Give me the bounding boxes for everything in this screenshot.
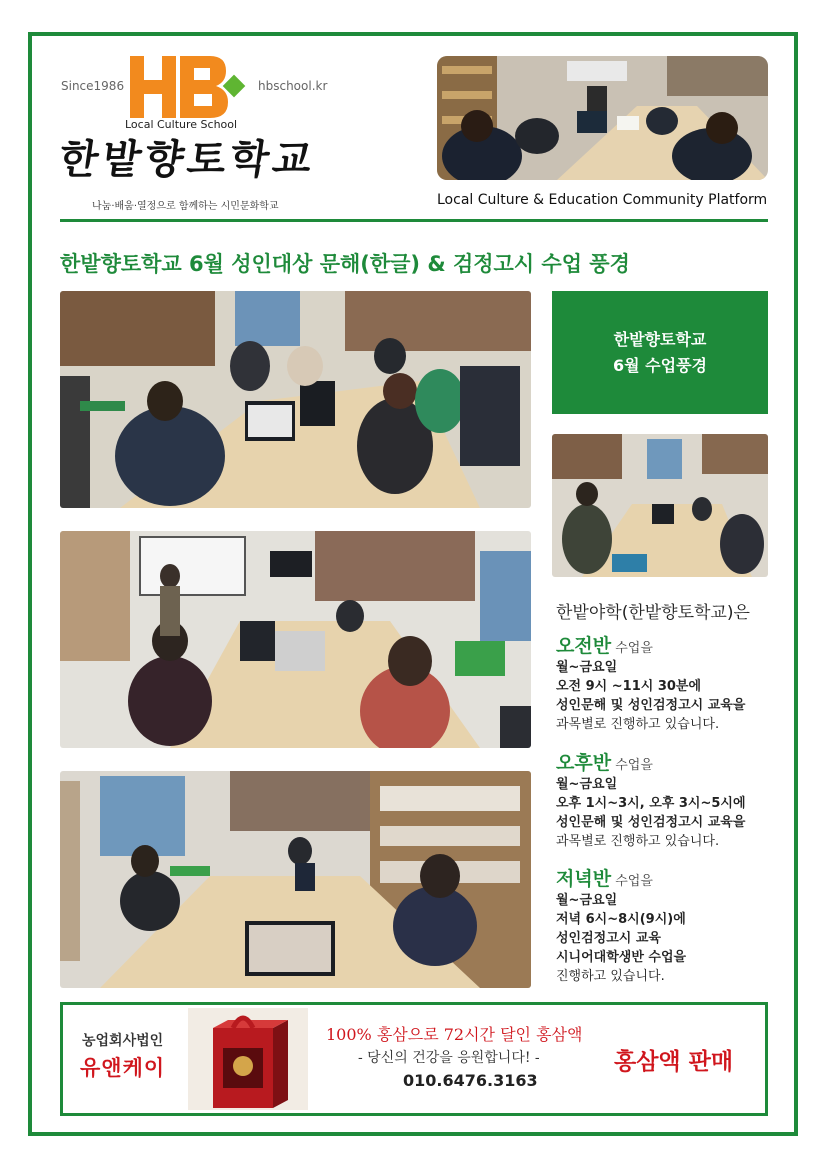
class-tail: 과목별로 진행하고 있습니다. xyxy=(556,717,720,732)
classroom-photo-2 xyxy=(60,531,531,748)
class-name: 오후반 xyxy=(556,752,612,774)
class-name: 저녁반 xyxy=(556,868,612,890)
feature-line-1: 한밭향토학교 xyxy=(613,329,707,349)
hb-logo-icon xyxy=(130,56,176,118)
class-tail: 과목별로 진행하고 있습니다. xyxy=(556,834,720,849)
since-label: Since1986 xyxy=(61,79,125,93)
class-time: 오후 1시~3시, 오후 3시~5시에 xyxy=(556,796,746,811)
class-time: 저녁 6시~8시(9시)에 xyxy=(556,912,686,927)
class-subject: 성인검정고시 교육 xyxy=(556,931,661,946)
ad-headline: 100% 홍삼으로 72시간 달인 홍삼액 xyxy=(326,1025,583,1044)
ad-sale-label: 홍삼액 판매 xyxy=(614,1049,734,1075)
class-subject-2: 시니어대학생반 수업을 xyxy=(556,950,687,965)
class-suffix: 수업을 xyxy=(615,641,653,656)
red-ginseng-box-image xyxy=(188,1008,308,1110)
classroom-photo-1 xyxy=(60,291,531,508)
platform-tagline: Local Culture & Education Community Platform xyxy=(437,192,768,208)
class-tail: 진행하고 있습니다. xyxy=(556,969,665,984)
header-classroom-photo xyxy=(437,56,768,180)
class-morning xyxy=(556,637,776,734)
ad-subline: - 당신의 건강을 응원합니다! - xyxy=(358,1050,540,1066)
logo-subtitle: Local Culture School xyxy=(125,118,238,131)
hb-logo-b-icon xyxy=(180,56,230,118)
feature-line-2: 6월 수업풍경 xyxy=(613,355,707,375)
site-url: hbschool.kr xyxy=(258,79,328,93)
class-name: 오전반 xyxy=(556,635,612,657)
class-subject: 성인문해 및 성인검정고시 교육을 xyxy=(556,698,746,713)
ad-corp-label: 농업회사법인 xyxy=(82,1033,164,1049)
slogan: 나눔·배움·열정으로 함께하는 시민문화학교 xyxy=(92,201,279,212)
class-subject: 성인문해 및 성인검정고시 교육을 xyxy=(556,815,746,830)
class-suffix: 수업을 xyxy=(615,758,653,773)
class-afternoon xyxy=(556,754,776,851)
ad-phone: 010.6476.3163 xyxy=(403,1071,538,1090)
class-days: 월~금요일 xyxy=(556,777,618,792)
page-title: 한밭향토학교 6월 성인대상 문해(한글) & 검정고시 수업 풍경 xyxy=(60,252,630,276)
class-evening xyxy=(556,870,776,986)
class-days: 월~금요일 xyxy=(556,660,618,675)
ad-company-name: 유앤케이 xyxy=(80,1056,166,1080)
feature-box xyxy=(552,291,768,414)
class-suffix: 수업을 xyxy=(615,874,653,889)
header-divider xyxy=(60,219,768,222)
classroom-photo-4 xyxy=(552,434,768,577)
brand-calligraphy: 한밭향토학교 xyxy=(56,136,319,183)
classroom-photo-3 xyxy=(60,771,531,988)
class-days: 월~금요일 xyxy=(556,893,618,908)
intro-text: 한밭야학(한밭향토학교)은 xyxy=(556,603,750,623)
class-time: 오전 9시 ~11시 30분에 xyxy=(556,679,702,694)
